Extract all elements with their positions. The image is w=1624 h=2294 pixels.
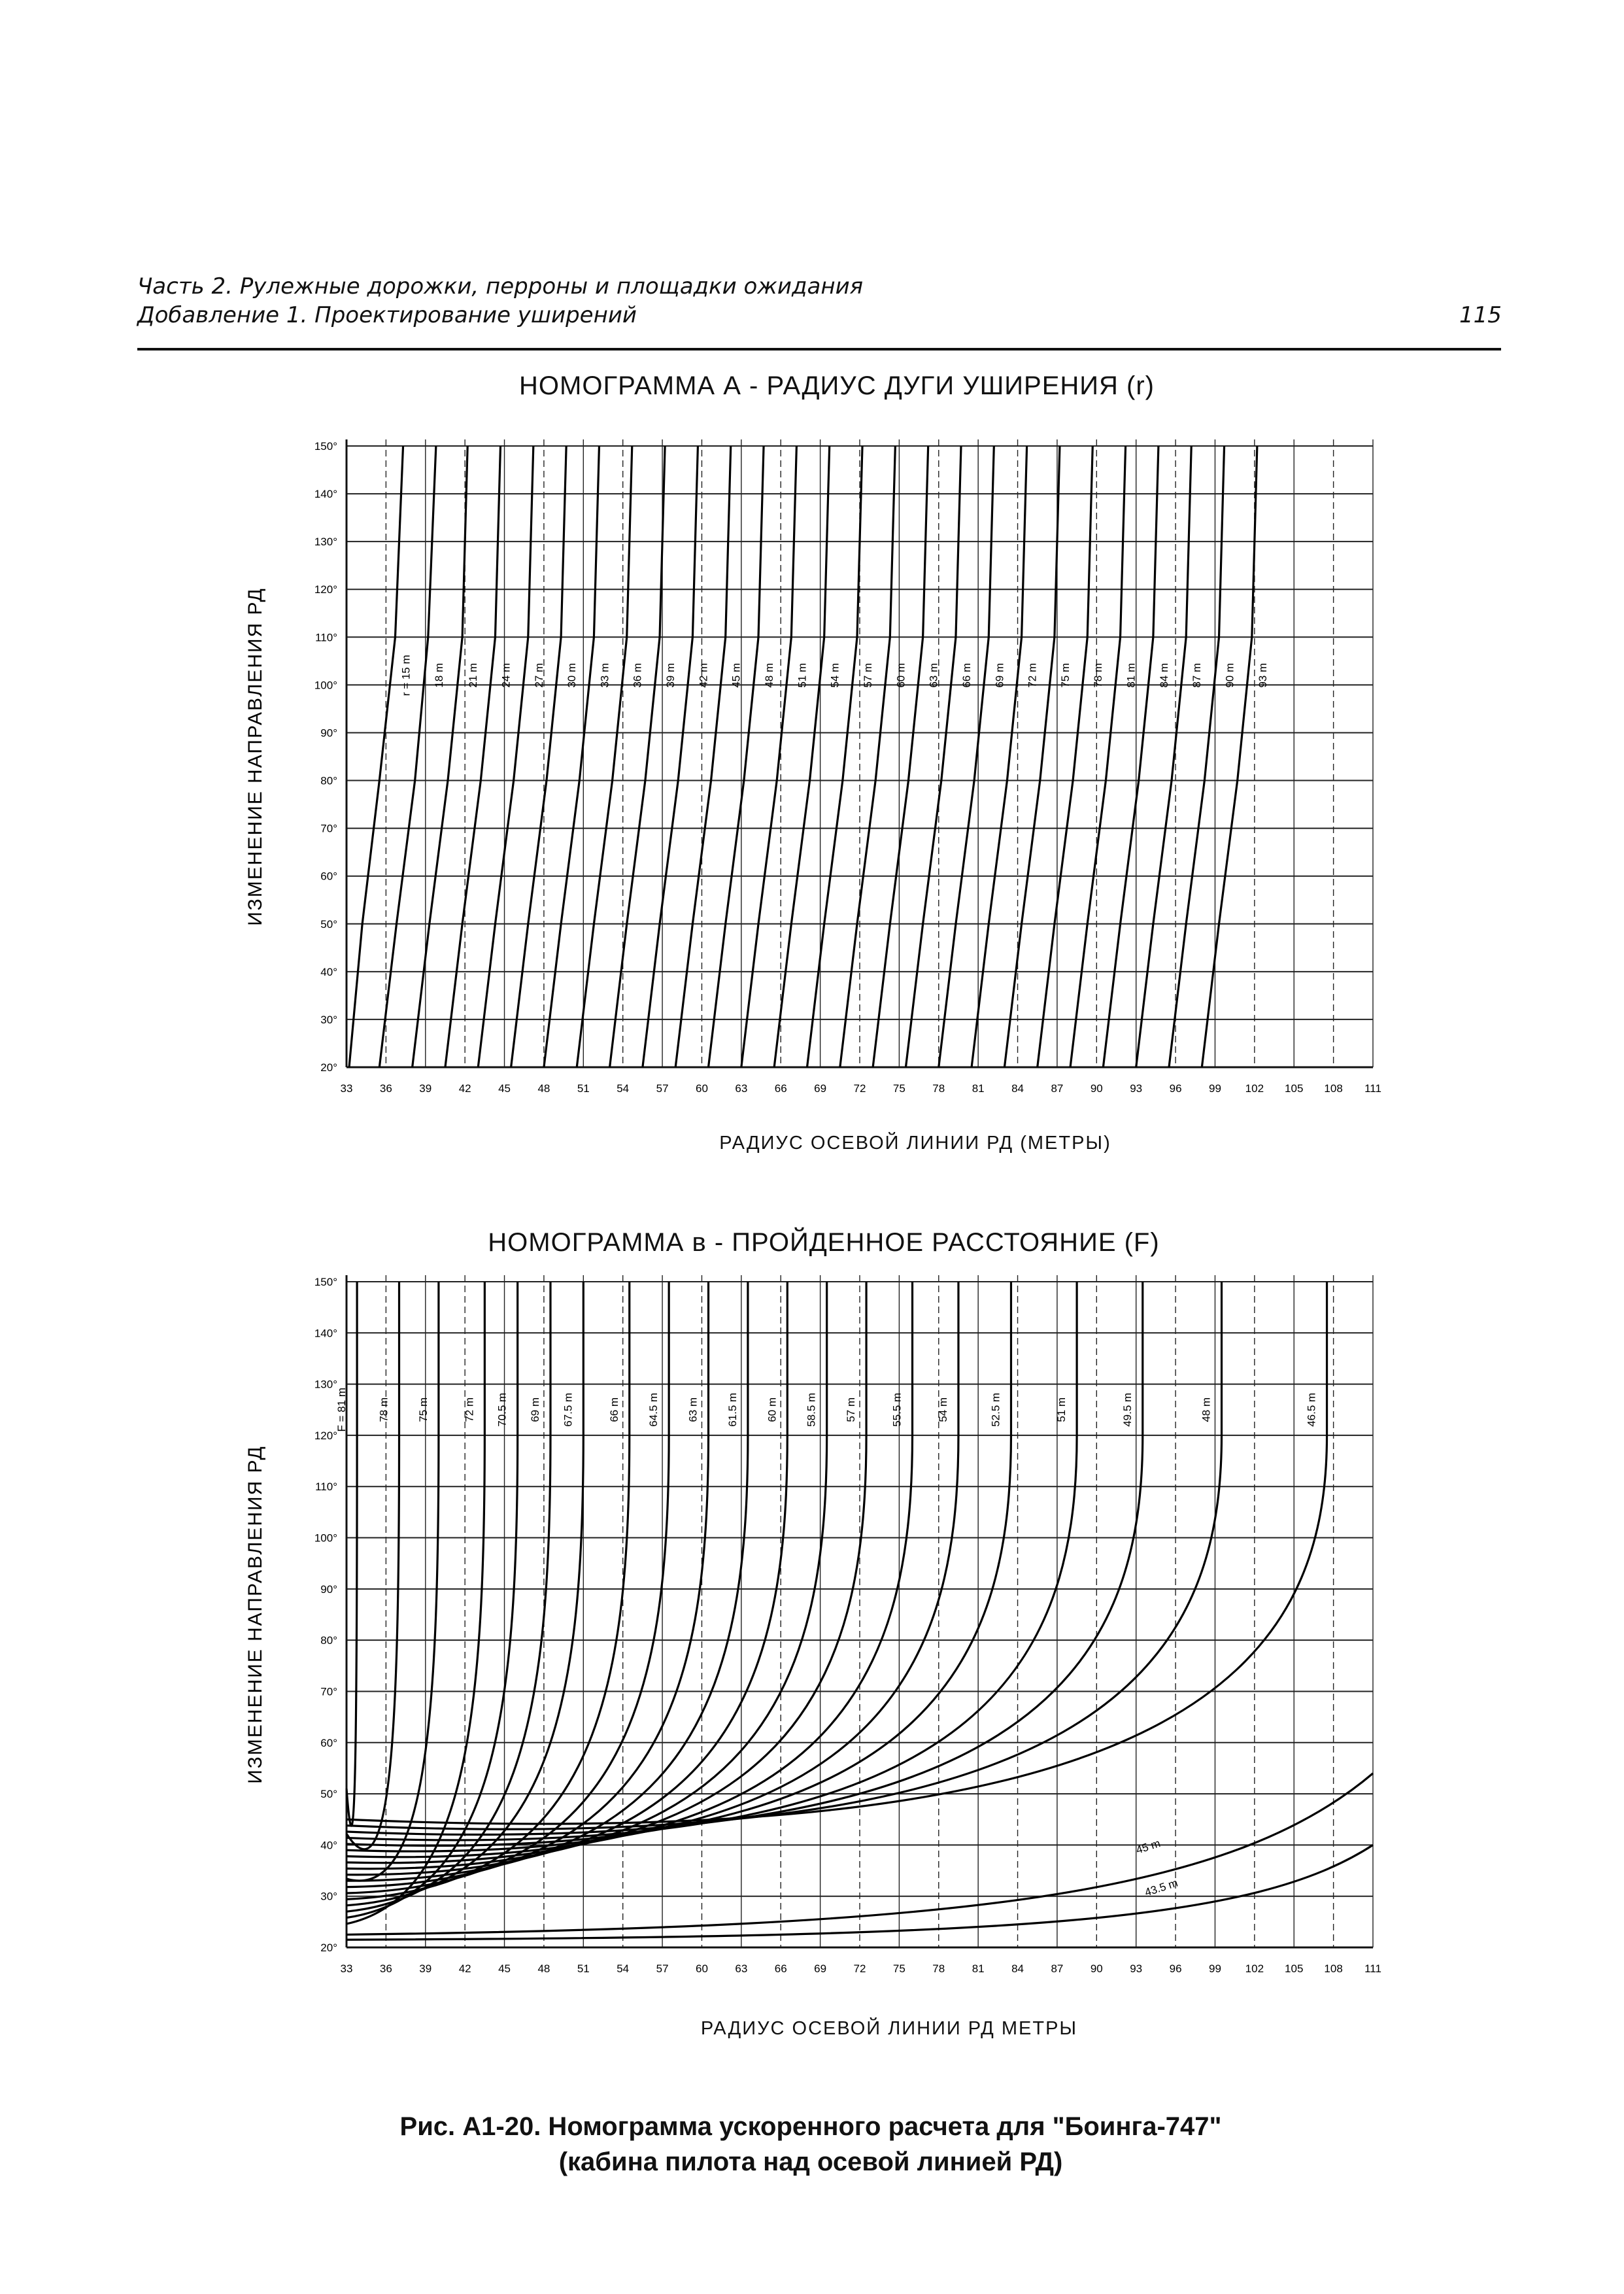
chart-a-y-tick-label: 130°	[314, 536, 337, 549]
chart-b-x-tick-label: 93	[1130, 1962, 1143, 1975]
chart-b-curve-label: 55.5 m	[890, 1392, 904, 1427]
page-number: 115	[1459, 302, 1502, 328]
chart-a-curve-label: 84 m	[1157, 662, 1170, 688]
chart-b-curve-label: 60 m	[766, 1397, 779, 1422]
chart-b-y-tick-label: 100°	[314, 1532, 337, 1545]
chart-a-x-tick-label: 90	[1090, 1082, 1103, 1095]
chart-a-x-tick-label: 51	[577, 1082, 590, 1095]
chart-b-x-tick-label: 60	[696, 1962, 708, 1975]
header-appendix-title: Добавление 1. Проектирование уширений	[137, 302, 637, 328]
chart-a-curve	[905, 446, 961, 1067]
chart-b-y-tick-label: 50°	[320, 1788, 337, 1801]
chart-a-curve	[379, 446, 436, 1067]
chart-a-curve	[413, 446, 468, 1067]
chart-b-x-tick-label: 51	[577, 1962, 590, 1975]
chart-a-curve	[873, 446, 928, 1067]
chart-b-curve	[347, 1282, 439, 1881]
chart-a-y-tick-label: 100°	[314, 679, 337, 692]
header-rule	[137, 348, 1501, 351]
chart-a-curve	[840, 446, 896, 1067]
chart-a-curve-label: 18 m	[432, 662, 445, 688]
chart-b-curve-label: 78 m	[377, 1397, 390, 1422]
chart-a-curve-label: 66 m	[960, 662, 973, 688]
chart-a-x-tick-label: 72	[853, 1082, 866, 1095]
chart-b-x-tick-label: 42	[458, 1962, 471, 1975]
chart-a-curve-label: 90 m	[1223, 662, 1236, 688]
chart-a-curve-label: 33 m	[598, 662, 611, 688]
chart-a	[0, 432, 1624, 1190]
chart-a-y-tick-label: 150°	[314, 440, 337, 453]
chart-b-curve-label: 64.5 m	[647, 1392, 660, 1427]
chart-b-x-tick-label: 102	[1245, 1962, 1264, 1975]
chart-b-x-tick-label: 66	[774, 1962, 787, 1975]
chart-b-y-tick-label: 70°	[320, 1685, 337, 1698]
chart-a-x-tick-label: 39	[419, 1082, 432, 1095]
chart-b-curve-label: 46.5 m	[1305, 1392, 1318, 1427]
chart-b-x-tick-label: 57	[656, 1962, 669, 1975]
chart-a-curve-label: 87 m	[1191, 662, 1204, 688]
chart-b-y-tick-label: 120°	[314, 1429, 337, 1442]
chart-b-curve-label: 63 m	[686, 1397, 700, 1422]
chart-a-x-tick-label: 105	[1285, 1082, 1304, 1095]
chart-a-curve	[1038, 446, 1093, 1067]
chart-b-curve	[347, 1282, 669, 1893]
chart-a-y-tick-label: 30°	[320, 1013, 337, 1026]
chart-a-curve-label: 51 m	[796, 662, 809, 688]
chart-b-curve-label: 61.5 m	[726, 1392, 739, 1427]
chart-a-curve-label: 69 m	[993, 662, 1006, 688]
chart-a-curve-label: 42 m	[697, 662, 710, 688]
chart-a-curve-label: 81 m	[1125, 662, 1138, 688]
chart-a-curve	[349, 446, 403, 1067]
chart-b-curve-label: 67.5 m	[562, 1392, 575, 1427]
chart-a-x-tick-label: 45	[498, 1082, 511, 1095]
chart-a-curve-label: 48 m	[763, 662, 776, 688]
chart-a-x-tick-label: 102	[1245, 1082, 1264, 1095]
chart-b-curve	[347, 1282, 827, 1869]
chart-b-y-tick-label: 130°	[314, 1378, 337, 1391]
chart-a-x-tick-label: 36	[379, 1082, 392, 1095]
chart-b-curve-label: 48 m	[1200, 1397, 1213, 1422]
chart-a-curve-label: 72 m	[1026, 662, 1039, 688]
chart-a-curve	[511, 446, 567, 1067]
chart-b-x-tick-label: 111	[1364, 1962, 1381, 1975]
chart-b-x-tick-label: 87	[1051, 1962, 1064, 1975]
chart-b-x-tick-label: 105	[1285, 1962, 1304, 1975]
chart-b-y-tick-label: 90°	[320, 1583, 337, 1596]
chart-b-curve-label: 54 m	[936, 1397, 949, 1422]
chart-b-curve-label: 66 m	[607, 1397, 620, 1422]
chart-a-curve-label: 45 m	[730, 662, 743, 688]
chart-a-curve	[972, 446, 1027, 1067]
chart-b-y-tick-label: 20°	[320, 1942, 337, 1954]
chart-b-x-tick-label: 75	[892, 1962, 905, 1975]
chart-b-x-tick-label: 96	[1169, 1962, 1182, 1975]
chart-a-x-tick-label: 93	[1130, 1082, 1143, 1095]
header-part-title: Часть 2. Рулежные дорожки, перроны и площадки ожидания	[137, 273, 864, 300]
chart-b-x-tick-label: 72	[853, 1962, 866, 1975]
chart-a-curve-label: 39 m	[664, 662, 677, 688]
chart-a-curve	[1004, 446, 1060, 1067]
chart-a-x-tick-label: 87	[1051, 1082, 1064, 1095]
chart-a-curve	[445, 446, 501, 1067]
chart-a-x-tick-label: 81	[972, 1082, 985, 1095]
chart-b-x-tick-label: 81	[972, 1962, 985, 1975]
chart-a-x-tick-label: 60	[696, 1082, 708, 1095]
chart-a-y-tick-label: 140°	[314, 488, 337, 501]
chart-a-y-tick-label: 70°	[320, 822, 337, 835]
chart-a-curve-label: r = 15 m	[399, 655, 413, 696]
chart-b-y-tick-label: 140°	[314, 1327, 337, 1340]
chart-b-x-tick-label: 99	[1209, 1962, 1221, 1975]
chart-b-curve-label: 51 m	[1055, 1397, 1068, 1422]
chart-a-curve-label: 21 m	[467, 662, 480, 688]
chart-b-curve-label: 45 m	[1134, 1837, 1162, 1857]
chart-a-y-tick-label: 50°	[320, 917, 337, 931]
chart-b-x-tick-label: 45	[498, 1962, 511, 1975]
chart-a-curve	[741, 446, 797, 1067]
chart-b-x-tick-label: 54	[617, 1962, 630, 1975]
chart-b-y-tick-label: 80°	[320, 1634, 337, 1647]
chart-a-x-tick-label: 42	[458, 1082, 471, 1095]
chart-a-x-tick-label: 111	[1364, 1082, 1381, 1095]
chart-a-x-tick-label: 108	[1324, 1082, 1343, 1095]
chart-a-x-tick-label: 69	[814, 1082, 827, 1095]
chart-a-curve	[939, 446, 994, 1067]
chart-b-x-tick-label: 84	[1011, 1962, 1024, 1975]
chart-a-x-tick-label: 54	[617, 1082, 630, 1095]
chart-a-curve	[709, 446, 764, 1067]
chart-a-curve	[577, 446, 632, 1067]
chart-a-x-tick-label: 78	[932, 1082, 945, 1095]
chart-b-curve-label: 49.5 m	[1121, 1392, 1134, 1427]
chart-a-x-tick-label: 66	[774, 1082, 787, 1095]
chart-a-y-tick-label: 60°	[320, 870, 337, 883]
chart-a-x-tick-label: 96	[1169, 1082, 1182, 1095]
chart-b-y-tick-label: 150°	[314, 1276, 337, 1288]
figure-caption-line1: Рис. А1-20. Номограмма ускоренного расчета для "Боинга-747"	[399, 2112, 1222, 2141]
chart-a-curve-label: 30 m	[566, 662, 579, 688]
chart-a-title: НОМОГРАММА А - РАДИУС ДУГИ УШИРЕНИЯ (r)	[519, 371, 1155, 400]
chart-a-curve	[1103, 446, 1159, 1067]
chart-a-y-tick-label: 120°	[314, 583, 337, 596]
chart-a-curve	[774, 446, 830, 1067]
chart-a-curve	[1202, 446, 1257, 1067]
chart-b-title: НОМОГРАММА в - ПРОЙДЕННОЕ РАССТОЯНИЕ (F)	[488, 1228, 1160, 1257]
chart-b-ylabel: ИЗМЕНЕНИЕ НАПРАВЛЕНИЯ РД	[245, 1445, 266, 1784]
chart-a-curve	[807, 446, 862, 1067]
chart-a-y-tick-label: 40°	[320, 965, 337, 978]
chart-b-curve-label: 70.5 m	[496, 1392, 509, 1427]
chart-b-curve-label: 43.5 m	[1143, 1876, 1179, 1899]
chart-b-curve-label: 57 m	[845, 1397, 858, 1422]
chart-b-curve-label: 75 m	[416, 1397, 430, 1422]
chart-a-curve	[643, 446, 698, 1067]
chart-a-curve-label: 78 m	[1092, 662, 1105, 688]
chart-b-curve	[347, 1282, 1222, 1829]
chart-a-curve-label: 63 m	[927, 662, 940, 688]
chart-b-y-tick-label: 30°	[320, 1890, 337, 1903]
chart-a-x-tick-label: 63	[735, 1082, 748, 1095]
chart-a-curve	[478, 446, 533, 1067]
chart-a-curve	[675, 446, 731, 1067]
chart-b-curve	[347, 1282, 630, 1899]
chart-a-x-tick-label: 48	[537, 1082, 550, 1095]
chart-b-x-tick-label: 69	[814, 1962, 827, 1975]
chart-a-x-tick-label: 75	[892, 1082, 905, 1095]
chart-b-xlabel: РАДИУС ОСЕВОЙ ЛИНИИ РД МЕТРЫ	[700, 2018, 1078, 2039]
chart-b-curve-label: 72 m	[463, 1397, 476, 1422]
chart-b-curve-label: 52.5 m	[989, 1392, 1002, 1427]
chart-b	[0, 1269, 1624, 2027]
chart-b-x-tick-label: 36	[379, 1962, 392, 1975]
chart-b-y-tick-label: 40°	[320, 1839, 337, 1852]
chart-a-curve-label: 93 m	[1256, 662, 1269, 688]
chart-b-y-tick-label: 110°	[315, 1481, 337, 1494]
chart-a-curve-label: 60 m	[894, 662, 907, 688]
chart-a-x-tick-label: 57	[656, 1082, 669, 1095]
chart-a-y-tick-label: 20°	[320, 1061, 337, 1074]
chart-b-y-tick-label: 60°	[320, 1736, 337, 1749]
chart-a-curve	[1070, 446, 1126, 1067]
chart-b-curve-label: F = 81 m	[335, 1387, 348, 1432]
chart-a-x-tick-label: 99	[1209, 1082, 1221, 1095]
chart-b-curve	[347, 1282, 1077, 1840]
chart-a-curve-label: 54 m	[828, 662, 841, 688]
chart-a-x-tick-label: 33	[340, 1082, 353, 1095]
chart-b-x-tick-label: 63	[735, 1962, 748, 1975]
chart-a-curve-label: 36 m	[631, 662, 644, 688]
chart-b-x-tick-label: 48	[537, 1962, 550, 1975]
chart-b-x-tick-label: 90	[1090, 1962, 1103, 1975]
chart-a-curve-label: 57 m	[861, 662, 874, 688]
chart-a-x-tick-label: 84	[1011, 1082, 1024, 1095]
chart-b-x-tick-label: 108	[1324, 1962, 1343, 1975]
chart-a-y-tick-label: 110°	[315, 631, 337, 644]
chart-a-y-tick-label: 90°	[320, 727, 337, 740]
chart-b-x-tick-label: 78	[932, 1962, 945, 1975]
chart-a-curve-label: 27 m	[532, 662, 545, 688]
chart-b-x-tick-label: 39	[419, 1962, 432, 1975]
chart-a-curve	[1136, 446, 1192, 1067]
chart-a-curve	[1169, 446, 1225, 1067]
chart-a-svg	[0, 432, 1624, 1190]
chart-a-xlabel: РАДИУС ОСЕВОЙ ЛИНИИ РД (МЕТРЫ)	[719, 1133, 1111, 1154]
chart-a-curve	[544, 446, 600, 1067]
chart-a-curve-label: 75 m	[1058, 662, 1072, 688]
chart-a-ylabel: ИЗМЕНЕНИЕ НАПРАВЛЕНИЯ РД	[245, 587, 266, 926]
chart-b-curve	[347, 1282, 357, 1826]
chart-b-curve-label: 58.5 m	[805, 1392, 818, 1427]
figure-caption-line2: (кабина пилота над осевой линией РД)	[558, 2148, 1063, 2176]
chart-b-curve-label: 69 m	[528, 1397, 541, 1422]
chart-b-svg	[0, 1269, 1624, 2027]
chart-a-curve	[610, 446, 666, 1067]
chart-a-y-tick-label: 80°	[320, 774, 337, 787]
chart-b-x-tick-label: 33	[340, 1962, 353, 1975]
chart-a-curve-label: 24 m	[499, 662, 513, 688]
